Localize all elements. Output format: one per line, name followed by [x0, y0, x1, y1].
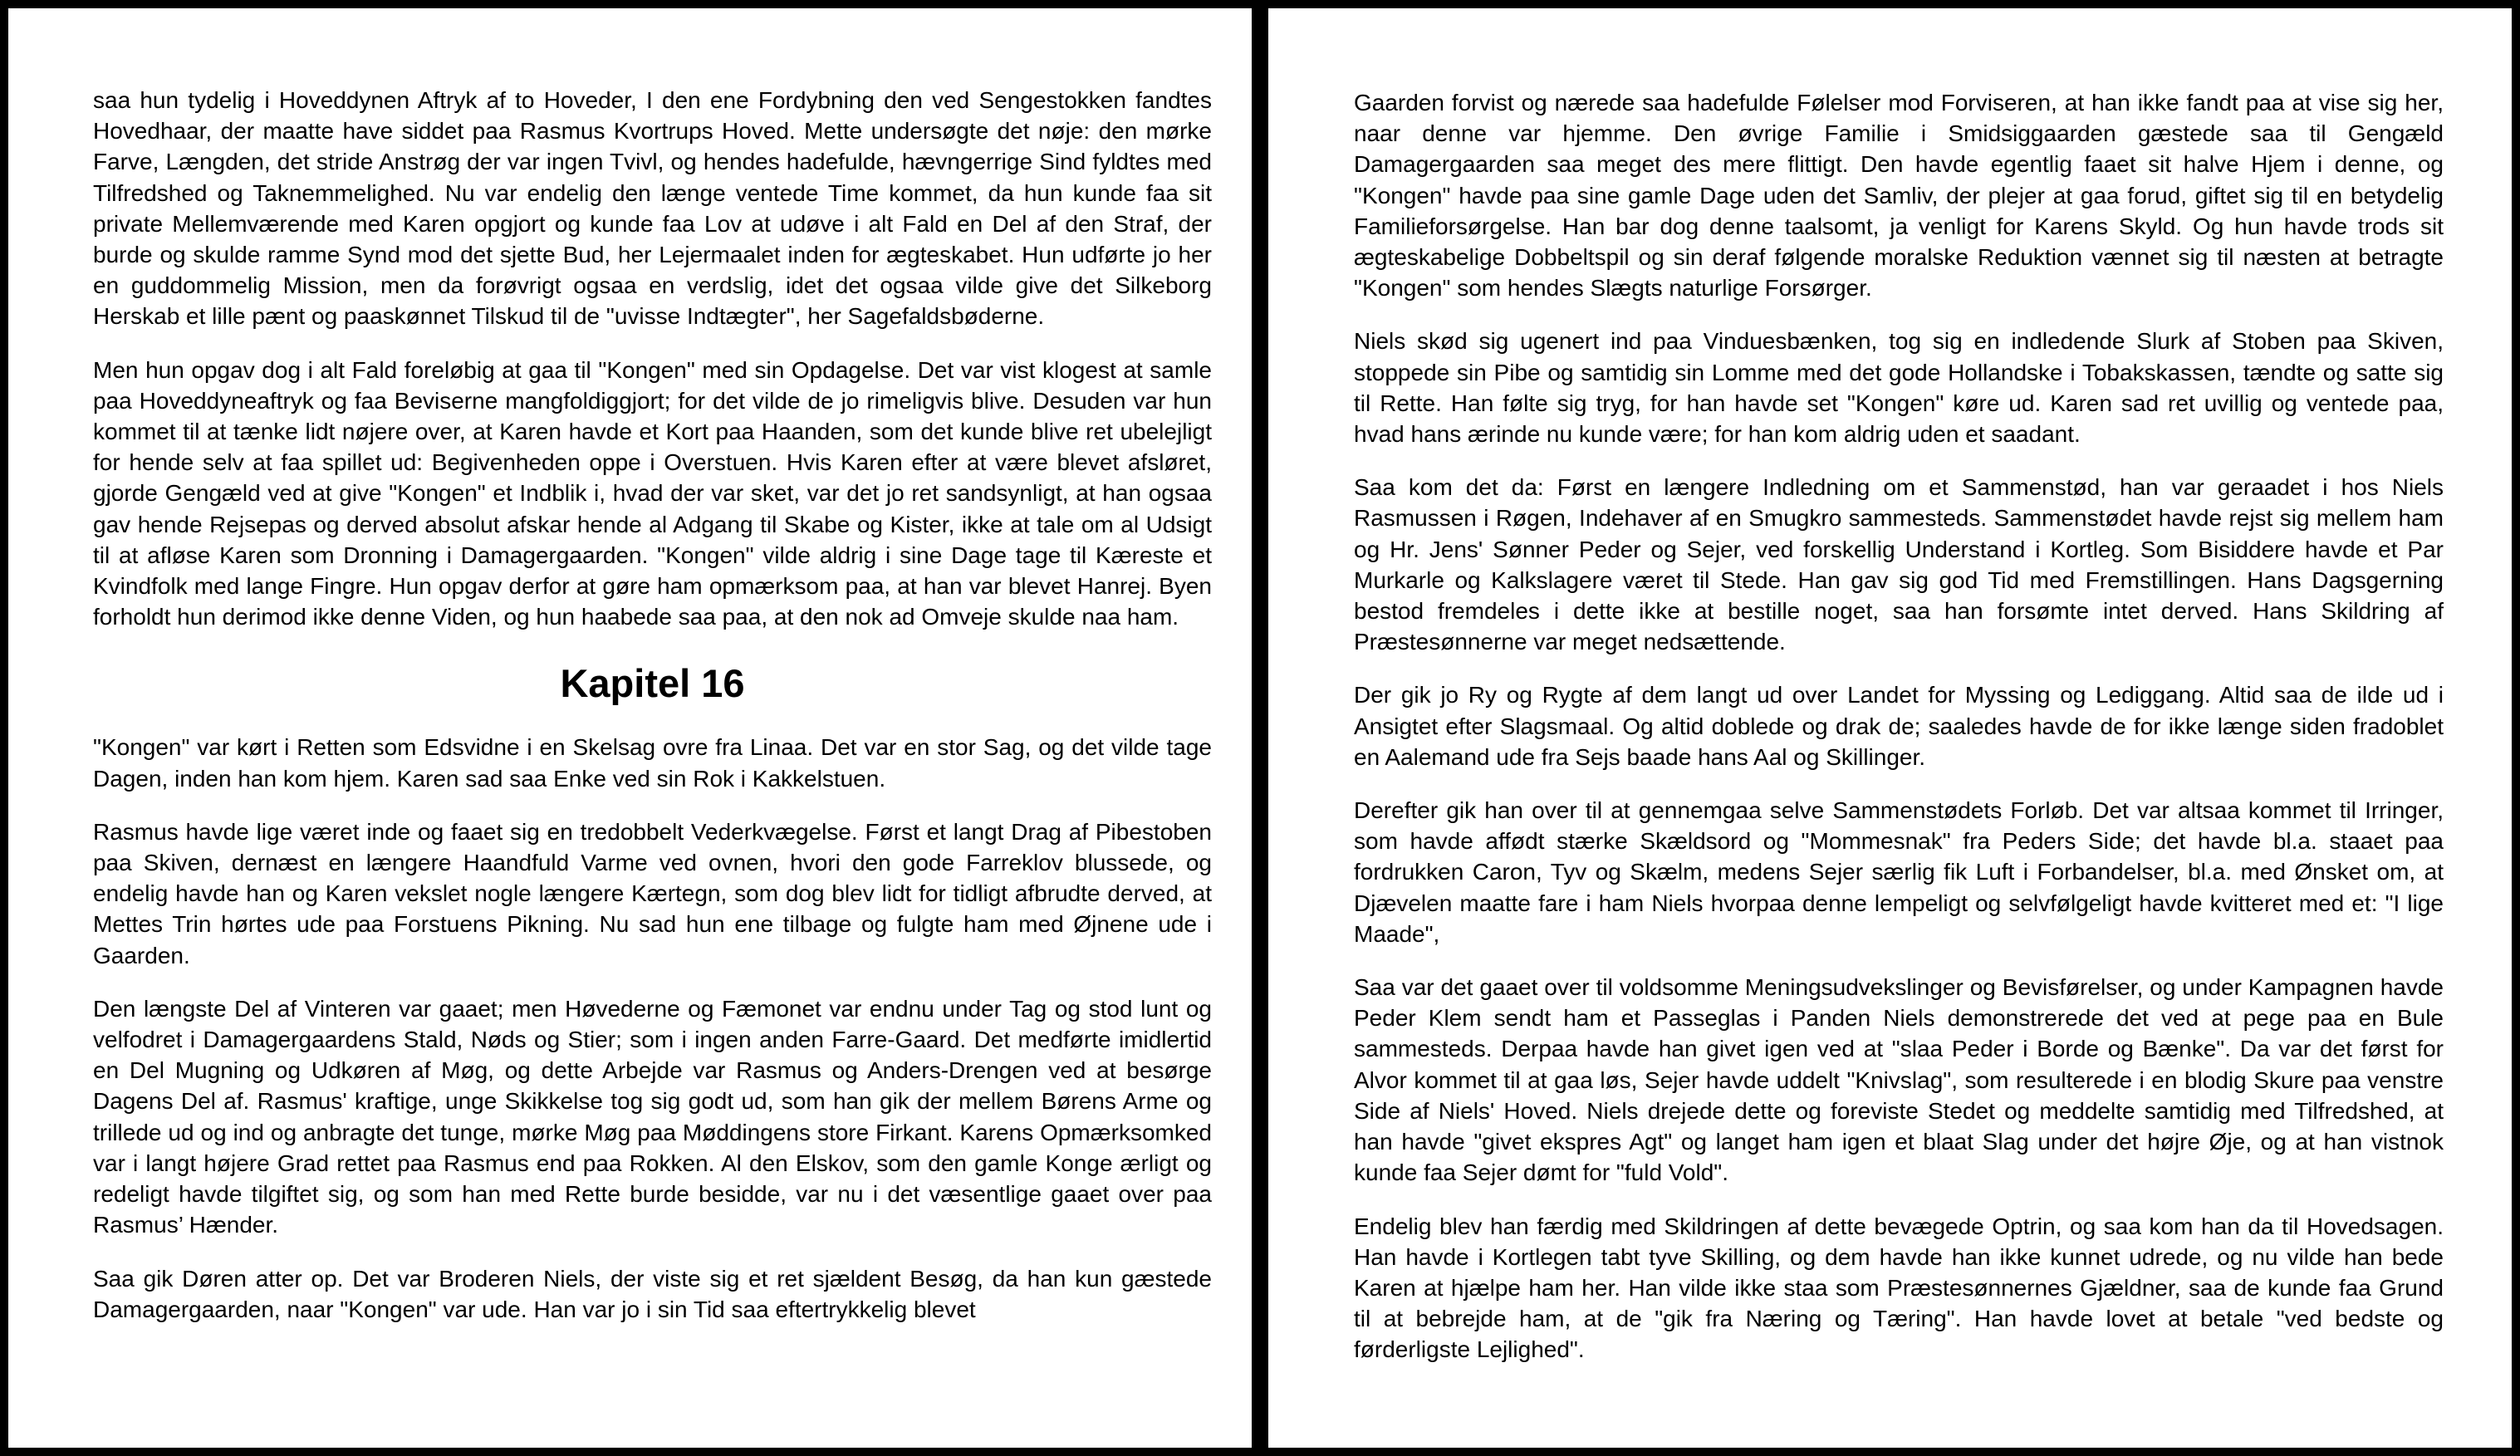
book-page-right — [1260, 0, 2520, 1456]
paragraph: Den længste Del af Vinteren var gaaet; men Høvederne og Fæmonet var endnu under Tag og stod lunt og velfodret i Damagergaardens Stald, Nøds og Stier; som i ingen anden Farre-Gaard. Det medførte imidlertid en Del Mugning og Udkøren af Møg, og dette Arbejde var Rasmus og Anders-Drengen ved at besørge Dagens Del af. Rasmus' kraftige, unge Skikkelse tog sig godt ud, som han gik der mellem Børens Arme og trillede ud og ind og anbragte det tunge, mørke Møg paa Møddingens store Firkant. Karens Opmærksomked var i langt højere Grad rettet paa Rasmus end paa Rokken. Al den Elskov, som den gamle Konge ærligt og redeligt havde tilgiftet sig, og som han med Rette burde besidde, var nu i det væsentlige gaaet over paa Rasmus’ Hænder. — [93, 995, 1212, 1238]
paragraph: Endelig blev han færdig med Skildringen af dette bevægede Optrin, og saa kom han da til Hovedsagen. Han havde i Kortlegen tabt tyve Skilling, og dem havde han ikke kunnet udrede, og nu vilde han bede Karen at hjælpe ham her. Han vilde ikke staa som Præstesønnernes Gjældner, saa de kunde faa Grund til at bebrejde ham, at de "gik fra Næring og Tæring". Han havde lovet at betale "ved bedste og førderligste Lejlighed". — [1354, 1213, 2444, 1363]
chapter-heading: Kapitel 16 — [560, 661, 745, 706]
paragraph: saa hun tydelig i Hoveddynen Aftryk af to Hoveder, I den ene Fordybning den ved Sengestokken fandtes Hovedhaar, der maatte have siddet paa Rasmus Kvortrups Hoved. Mette undersøgte det nøje: den mørke Farve, Længden, det stride Anstrøg der var ingen Tvivl, og hendes hadefulde, hævngerrige Sind fyldtes med Tilfredshed og Taknemmelighed. Nu var endelig den længe ventede Time kommet, da hun kunde faa sit private Mellemværende med Karen opgjort og kunde faa Lov at udøve i alt Fald en Del af den Straf, der burde og skulde ramme Synd mod det sjette Bud, her Lejermaalet inden for ægteskabet. Hun udførte jo her en guddommelig Mission, men da forøvrigt ogsaa en verdslig, idet det ogsaa vilde give det Silkeborg Herskab et lille pænt og paaskønnet Tilskud til de "uvisse Indtægter", her Sagefaldsbøderne. — [93, 87, 1212, 330]
paragraph: Rasmus havde lige været inde og faaet sig en tredobbelt Vederkvægelse. Først et langt Drag af Pibestoben paa Skiven, dernæst en længere Haandfuld Varme ved ovnen, hvori den gode Farreklov blussede, og endelig havde han og Karen vekslet nogle længere Kærtegn, som dog blev lidt for tidligt afbrudte derved, at Mettes Trin hørtes ude paa Forstuens Pikning. Nu sad hun ene tilbage og fulgte ham med Øjnene ude i Gaarden. — [93, 818, 1212, 968]
paragraph: Derefter gik han over til at gennemgaa selve Sammenstødets Forløb. Det var altsaa kommet til Irringer, som havde affødt stærke Skældsord og "Mommesnak" fra Peders Side; det havde bl.a. staaet paa fordrukken Caron, Tyv og Skælm, medens Sejer særlig fik Luft i Forbandelser, bl.a. med Ønsket om, at Djævelen maatte fare i ham Niels hvorpaa denne lempeligt og selvfølgeligt havde kvitteret med et: "I lige Maade", — [1354, 797, 2444, 947]
paragraph: "Kongen" var kørt i Retten som Edsvidne i en Skelsag ovre fra Linaa. Det var en stor Sag, og det vilde tage Dagen, inden han kom hjem. Karen sad saa Enke ved sin Rok i Kakkelstuen. — [93, 734, 1212, 792]
paragraph: Saa kom det da: Først en længere Indledning om et Sammenstød, han var geraadet i hos Niels Rasmussen i Røgen, Indehaver af en Smugkro sammesteds. Sammenstødet havde rejst sig mellem ham og Hr. Jens' Sønner Peder og Sejer, ved forskellig Understand i Kortleg. Som Bisiddere havde et Par Murkarle og Kalkslagere været til Stede. Han gav sig god Tid med Fremstillingen. Hans Dagsgerning bestod fremdeles i dette ikke at bestille noget, saa han forsømte intet derved. Hans Skildring af Præstesønnerne var meget nedsættende. — [1354, 474, 2444, 655]
paragraph: Saa var det gaaet over til voldsomme Meningsudvekslinger og Bevisførelser, og under Kampagnen havde Peder Klem sendt ham et Passeglas i Panden Niels demonstrerede det ved at pege paa en Bule sammesteds. Derpaa havde han givet igen ved at "slaa Peder i Borde og Bænke". Da var det først for Alvor kommet til at gaa løs, Sejer havde uddelt "Knivslag", som resulterede i en blodig Skure paa venstre Side af Niels' Hoved. Niels drejede dette og foreviste Stedet og meddelte samtidig med Tilfredshed, at han havde "givet ekspres Agt" og langet ham igen et blaat Slag under det højre Øje, og at han vistnok kunde faa Sejer dømt for "fuld Vold". — [1354, 974, 2444, 1186]
paragraph: Niels skød sig ugenert ind paa Vinduesbænken, tog sig en indledende Slurk af Stoben paa Skiven, stoppede sin Pibe og samtidig sin Lomme med det gode Hollandske i Tobakskassen, tændte og satte sig til Rette. Han følte sig tryg, for han havde set "Kongen" køre ud. Karen sad ret uvillig og ventede paa, hvad hans ærinde nu kunde være; for han kom aldrig uden et saadant. — [1354, 328, 2444, 448]
page-left-content — [8, 8, 1252, 1448]
page-right-content — [1268, 8, 2512, 1448]
paragraph: Gaarden forvist og nærede saa hadefulde Følelser mod Forviseren, at han ikke fandt paa at vise sig her, naar denne var hjemme. Den øvrige Familie i Smidsiggaarden gæstede saa til Gengæld Damagergaarden saa meget des mere flittigt. Den havde egentlig faaet sit halve Hjem i denne, og "Kongen" havde paa sine gamle Dage uden det Samliv, der plejer at gaa forud, giftet sig til en betydelig Familieforsørgelse. Han bar dog denne taalsomt, ja venligt for Karens Skyld. Og hun havde trods sit ægteskabelige Dobbeltspil og sin deraf følgende moralske Reduktion vænnet sig til næsten at betragte "Kongen" som hendes Slægts naturlige Forsørger. — [1354, 90, 2444, 301]
paragraph: Men hun opgav dog i alt Fald foreløbig at gaa til "Kongen" med sin Opdagelse. Det var vist klogest at samle paa Hoveddyneaftryk og faa Beviserne mangfoldiggjort; for det vilde de jo rimeligvis blive. Desuden var hun kommet til at tænke lidt nøjere over, at Karen havde et Kort paa Haanden, som det kunde blive ret ubelejligt for hende selv at faa spillet ud: Begivenheden oppe i Overstuen. Hvis Karen efter at være blevet afsløret, gjorde Gengæld ved at give "Kongen" et Indblik i, hvad der var sket, var det jo ret sandsynligt, at han ogsaa gav hende Rejsepas og derved absolut afskar hende al Adgang til Skabe og Kister, ikke at tale om al Udsigt til at afløse Karen som Dronning i Damagergaarden. "Kongen" vilde aldrig i sine Dage tage til Kæreste et Kvindfolk med lange Fingre. Hun opgav derfor at gøre ham opmærksom paa, at han var blevet Hanrej. Byen forholdt hun derimod ikke denne Viden, og hun haabede saa paa, at den nok ad Omveje skulde naa ham. — [93, 356, 1212, 630]
paragraph: Der gik jo Ry og Rygte af dem langt ud over Landet for Myssing og Lediggang. Altid saa de ilde ud i Ansigtet efter Slagsmaal. Og altid doblede og drak de; saaledes havde de for ikke længe siden fradoblet en Aalemand ude fra Sejs baade hans Aal og Skillinger. — [1354, 682, 2444, 770]
paragraph: Saa gik Døren atter op. Det var Broderen Niels, der viste sig et ret sjældent Besøg, da han kun gæstede Damagergaarden, naar "Kongen" var ude. Han var jo i sin Tid saa eftertrykkelig blevet — [93, 1265, 1212, 1322]
